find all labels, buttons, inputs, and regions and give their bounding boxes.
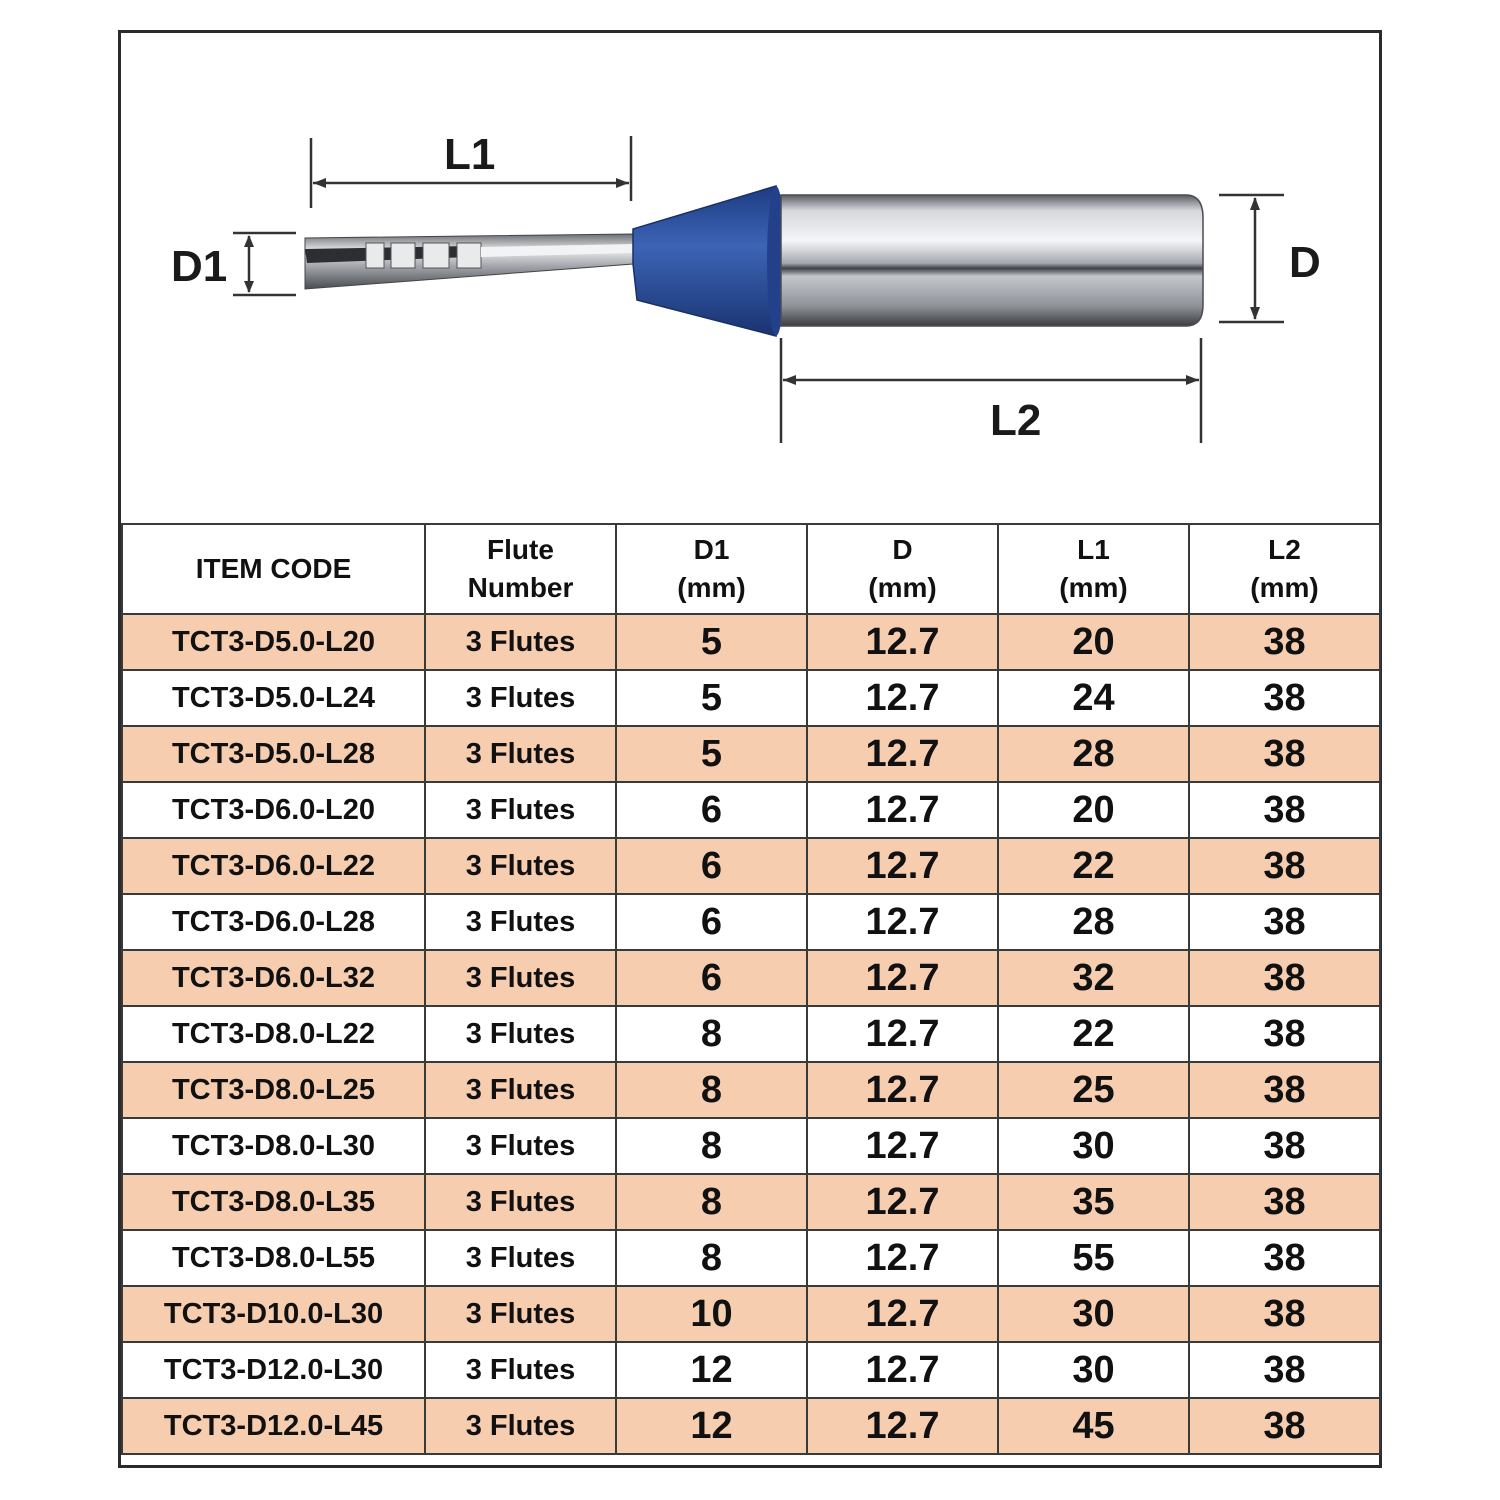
d-cell: 12.7 [807,950,998,1006]
table-row [122,1286,1380,1342]
item-code-cell: TCT3-D6.0-L28 [122,894,425,950]
collet [633,186,785,336]
d-cell: 12.7 [807,1342,998,1398]
item-code-cell: TCT3-D8.0-L22 [122,1006,425,1062]
l2-cell: 38 [1189,1230,1380,1286]
d1-cell: 5 [616,726,807,782]
item-code-cell: TCT3-D8.0-L30 [122,1118,425,1174]
header-item-code: ITEM CODE [122,524,425,614]
table-row [122,1174,1380,1230]
flute-cell: 3 Flutes [425,782,616,838]
item-code-cell: TCT3-D5.0-L28 [122,726,425,782]
header-d: D (mm) [807,524,998,614]
l2-label: L2 [990,396,1042,445]
item-code-cell: TCT3-D8.0-L35 [122,1174,425,1230]
d-cell: 12.7 [807,1230,998,1286]
flute-cell: 3 Flutes [425,726,616,782]
d-cell: 12.7 [807,1062,998,1118]
d-label: D [1289,238,1321,287]
l2-cell: 38 [1189,1062,1380,1118]
l2-cell: 38 [1189,726,1380,782]
header-flute-number: Flute Number [425,524,616,614]
d-cell: 12.7 [807,670,998,726]
l2-cell: 38 [1189,1398,1380,1454]
d1-cell: 8 [616,1118,807,1174]
l1-cell: 30 [998,1118,1189,1174]
l1-cell: 22 [998,1006,1189,1062]
flute-cell: 3 Flutes [425,1174,616,1230]
table-row [122,670,1380,726]
d-cell: 12.7 [807,1174,998,1230]
l2-cell: 38 [1189,782,1380,838]
item-code-cell: TCT3-D12.0-L30 [122,1342,425,1398]
l1-cell: 30 [998,1342,1189,1398]
item-code-cell: TCT3-D12.0-L45 [122,1398,425,1454]
d1-cell: 6 [616,838,807,894]
table-header-row [122,524,1380,614]
l1-cell: 30 [998,1286,1189,1342]
l2-cell: 38 [1189,894,1380,950]
l2-cell: 38 [1189,1286,1380,1342]
l1-cell: 55 [998,1230,1189,1286]
item-code-cell: TCT3-D5.0-L24 [122,670,425,726]
table-row [122,614,1380,670]
d-cell: 12.7 [807,726,998,782]
item-code-cell: TCT3-D6.0-L32 [122,950,425,1006]
d-cell: 12.7 [807,782,998,838]
router-bit-diagram [121,33,1379,523]
flute-cell: 3 Flutes [425,1118,616,1174]
l1-cell: 45 [998,1398,1189,1454]
header-l1: L1 (mm) [998,524,1189,614]
flute-cell: 3 Flutes [425,1286,616,1342]
header-d1: D1 (mm) [616,524,807,614]
flute-cell: 3 Flutes [425,1006,616,1062]
l1-cell: 25 [998,1062,1189,1118]
flute-cell: 3 Flutes [425,614,616,670]
d1-cell: 6 [616,782,807,838]
d1-cell: 10 [616,1286,807,1342]
l1-label: L1 [444,130,496,179]
header-l2: L2 (mm) [1189,524,1380,614]
l1-cell: 28 [998,894,1189,950]
l2-cell: 38 [1189,1006,1380,1062]
item-code-cell: TCT3-D8.0-L25 [122,1062,425,1118]
flute-cell: 3 Flutes [425,1398,616,1454]
table-row [122,838,1380,894]
spec-sheet [118,30,1382,1468]
d-cell: 12.7 [807,1006,998,1062]
table-row [122,1342,1380,1398]
l1-cell: 24 [998,670,1189,726]
d1-cell: 8 [616,1006,807,1062]
d1-cell: 8 [616,1230,807,1286]
l2-cell: 38 [1189,614,1380,670]
d-cell: 12.7 [807,1286,998,1342]
l2-cell: 38 [1189,1174,1380,1230]
table-row [122,726,1380,782]
d1-label: D1 [171,242,228,291]
flute-cell: 3 Flutes [425,1062,616,1118]
table-row [122,1398,1380,1454]
item-code-cell: TCT3-D10.0-L30 [122,1286,425,1342]
flute-cell: 3 Flutes [425,1342,616,1398]
l1-cell: 22 [998,838,1189,894]
d1-cell: 12 [616,1342,807,1398]
d-cell: 12.7 [807,1398,998,1454]
flute-cell: 3 Flutes [425,894,616,950]
d1-cell: 8 [616,1174,807,1230]
table-row [122,1006,1380,1062]
l2-cell: 38 [1189,950,1380,1006]
l1-cell: 20 [998,614,1189,670]
table-row [122,782,1380,838]
flute-cell: 3 Flutes [425,1230,616,1286]
item-code-cell: TCT3-D6.0-L22 [122,838,425,894]
d-cell: 12.7 [807,894,998,950]
flute-cell: 3 Flutes [425,950,616,1006]
table-row [122,1062,1380,1118]
router-bit-illustration [121,33,1379,523]
shank [781,195,1203,326]
item-code-cell: TCT3-D6.0-L20 [122,782,425,838]
d1-cell: 5 [616,614,807,670]
flute-cell: 3 Flutes [425,838,616,894]
d-cell: 12.7 [807,838,998,894]
l2-cell: 38 [1189,838,1380,894]
table-row [122,1118,1380,1174]
l1-cell: 32 [998,950,1189,1006]
l2-cell: 38 [1189,670,1380,726]
l1-cell: 35 [998,1174,1189,1230]
l2-cell: 38 [1189,1342,1380,1398]
item-code-cell: TCT3-D8.0-L55 [122,1230,425,1286]
d1-cell: 5 [616,670,807,726]
table-row [122,950,1380,1006]
d-cell: 12.7 [807,614,998,670]
d1-cell: 6 [616,950,807,1006]
l2-cell: 38 [1189,1118,1380,1174]
d1-cell: 6 [616,894,807,950]
table-row [122,1230,1380,1286]
l1-cell: 20 [998,782,1189,838]
cutting-tip [305,234,633,289]
item-code-cell: TCT3-D5.0-L20 [122,614,425,670]
d1-cell: 8 [616,1062,807,1118]
flute-cell: 3 Flutes [425,670,616,726]
l1-cell: 28 [998,726,1189,782]
d1-cell: 12 [616,1398,807,1454]
table-row [122,894,1380,950]
d-cell: 12.7 [807,1118,998,1174]
spec-table [121,523,1381,1455]
